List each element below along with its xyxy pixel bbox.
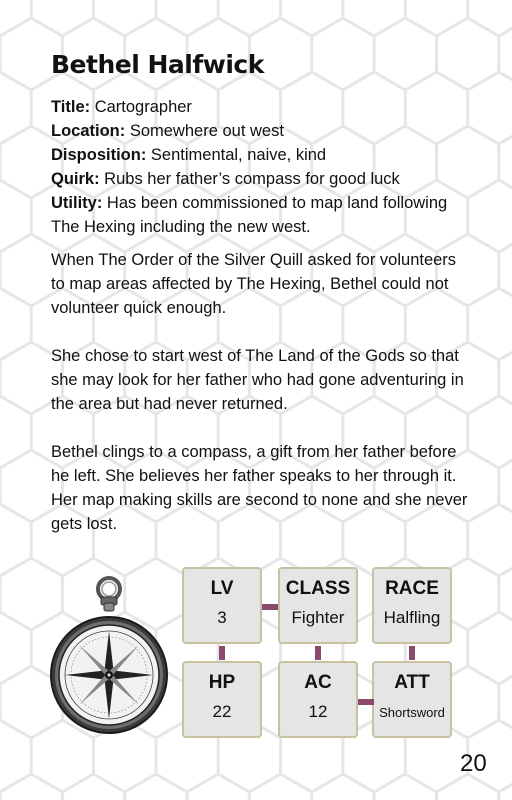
stat-connector xyxy=(358,699,374,705)
field-quirk xyxy=(51,167,471,191)
stat-value: 3 xyxy=(217,608,227,627)
description-paragraph: She chose to start west of The Land of the Gods so that she may look for her father who had gone adventuring in the area but had never returned. xyxy=(51,347,464,413)
field-disposition xyxy=(51,143,471,167)
character-name: Bethel Halfwick xyxy=(51,50,264,79)
stat-connector xyxy=(315,646,321,660)
field-label: Quirk: xyxy=(51,170,100,188)
compass-icon xyxy=(48,575,170,745)
stat-box-class xyxy=(278,567,358,644)
stat-box-att xyxy=(372,661,452,738)
stat-value: Halfling xyxy=(383,608,441,627)
stat-value: Fighter xyxy=(291,608,345,627)
stat-label: LV xyxy=(210,578,234,599)
stat-value: 22 xyxy=(212,702,232,721)
stat-label: AC xyxy=(304,672,332,693)
character-fields xyxy=(51,95,471,239)
field-label: Location: xyxy=(51,122,126,140)
page-number: 20 xyxy=(460,750,487,777)
character-description xyxy=(51,248,471,560)
stat-connector xyxy=(219,646,225,660)
stat-connector xyxy=(262,604,278,610)
field-utility xyxy=(51,191,471,239)
stat-box-race xyxy=(372,567,452,644)
field-value: Has been commissioned to map land following The Hexing including the new west. xyxy=(51,194,448,236)
description-paragraph: When The Order of the Silver Quill asked for volunteers to map areas affected by The Hexing, Bethel could not volunteer quick enough. xyxy=(51,251,457,317)
field-location xyxy=(51,119,471,143)
field-value: Somewhere out west xyxy=(125,122,284,140)
stat-grid xyxy=(180,567,460,743)
description-paragraph: Bethel clings to a compass, a gift from her father before he left. She believes her father speaks to her through it. Her map making skills are second to none and she never gets lost. xyxy=(51,443,468,533)
stat-connector xyxy=(409,646,415,660)
field-value: Sentimental, naive, kind xyxy=(146,146,327,164)
stat-value: 12 xyxy=(308,702,328,721)
stat-label: ATT xyxy=(394,672,430,693)
stat-value: Shortsword xyxy=(379,705,445,720)
stat-label: CLASS xyxy=(285,578,351,599)
field-value: Rubs her father’s compass for good luck xyxy=(99,170,400,188)
field-value: Cartographer xyxy=(90,98,192,116)
field-label: Title: xyxy=(51,98,91,116)
stat-box-ac xyxy=(278,661,358,738)
field-label: Disposition: xyxy=(51,146,147,164)
stat-label: RACE xyxy=(385,578,439,599)
stat-box-lv xyxy=(182,567,262,644)
stat-label: HP xyxy=(208,672,236,693)
field-title xyxy=(51,95,471,119)
field-label: Utility: xyxy=(51,194,103,212)
stat-box-hp xyxy=(182,661,262,738)
